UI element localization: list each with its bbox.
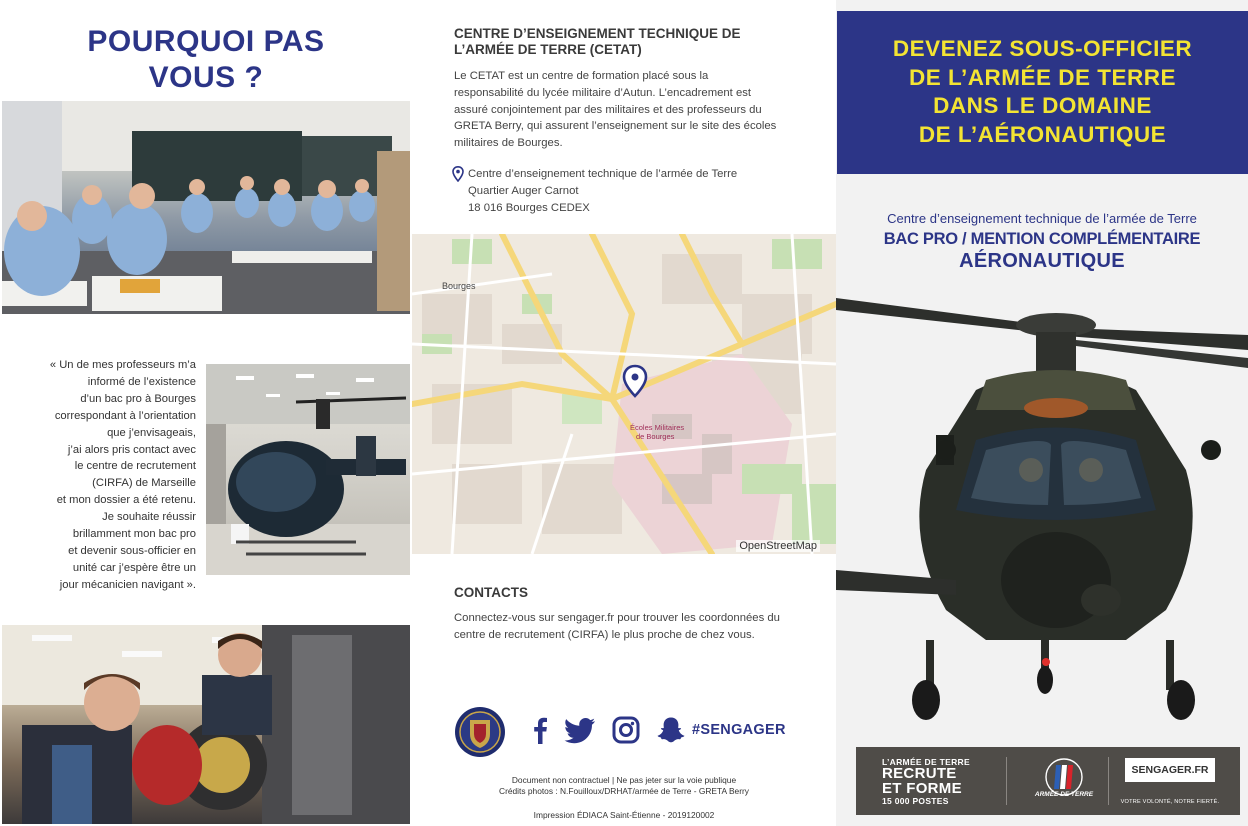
student-quote <box>20 357 196 594</box>
cetat-heading-line2: L’ARMÉE DE TERRE (CETAT) <box>454 42 642 57</box>
headline-box <box>837 11 1248 174</box>
location-pin-icon <box>452 166 464 182</box>
slogan: VOTRE VOLONTÉ, NOTRE FIERTÉ. <box>1120 799 1220 805</box>
cetat-desc-line: GRETA Berry, qui assurent l’enseignement sur le site des écoles <box>454 120 777 133</box>
band-divider <box>1108 757 1109 805</box>
quote-line: Je souhaite réussir <box>102 511 196 524</box>
instagram-icon[interactable] <box>612 716 640 744</box>
quote-line: et mon dossier a été retenu. <box>56 494 196 507</box>
headline <box>837 35 1248 149</box>
quote-line: (CIRFA) de Marseille <box>92 477 196 490</box>
cetat-description <box>454 68 799 152</box>
address-line: Centre d’enseignement technique de l’armée de Terre <box>468 168 738 180</box>
cetat-heading <box>454 26 794 58</box>
quote-line: d’un bac pro à Bourges <box>80 392 196 405</box>
recruit-line2: RECRUTE <box>882 765 957 782</box>
recruit-line4: 15 000 POSTES <box>882 796 949 806</box>
recruit-line1: L’ARMÉE DE TERRE <box>882 757 970 767</box>
band-divider <box>1006 757 1007 805</box>
hangar-helicopter-photo <box>206 364 410 575</box>
headline-line: DEVENEZ SOUS-OFFICIER <box>892 36 1193 61</box>
sengager-site-link[interactable]: SENGAGER.FR <box>1125 758 1215 782</box>
snapchat-icon[interactable] <box>656 716 686 744</box>
address-line: 18 016 Bourges CEDEX <box>468 201 590 214</box>
disclaimer: Document non contractuel | Ne pas jeter sur la voie publique <box>511 775 737 785</box>
left-title-line2: VOUS ? <box>148 61 264 94</box>
map-poi-label-line2: de Bourges <box>636 432 675 441</box>
quote-line: et devenir sous-officier en <box>68 544 196 557</box>
quote-line: que j’envisageais, <box>107 426 196 439</box>
headline-line: DE L’ARMÉE DE TERRE <box>908 64 1177 90</box>
cetat-desc-line: Le CETAT est un centre de formation placé sous la <box>454 70 709 82</box>
mechanics-photo <box>2 625 410 824</box>
army-logo-text: ARMÉE DE TERRE <box>1034 791 1094 798</box>
helicopter-photo <box>836 280 1248 740</box>
map-poi-label-line1: Écoles Militaires <box>630 423 685 432</box>
map-credit[interactable]: OpenStreetMap <box>736 540 820 552</box>
crest-emblem-icon <box>454 706 506 758</box>
address-line: Quartier Auger Carnot <box>468 184 579 197</box>
quote-line: « Un de mes professeurs m’a <box>49 359 196 371</box>
quote-line: informé de l’existence <box>87 375 196 388</box>
army-logo-icon <box>1034 755 1094 807</box>
cetat-desc-line: militaires de Bourges. <box>454 137 563 150</box>
recruit-line3: ET FORME <box>882 780 962 797</box>
right-panel <box>836 0 1248 826</box>
program-title-aeronautique: AÉRONAUTIQUE <box>959 250 1125 272</box>
left-title <box>0 24 412 96</box>
contacts-line: Connectez-vous sur sengager.fr pour trouver les coordonnées du <box>454 612 780 624</box>
quote-line: jour mécanicien navigant ». <box>59 578 196 591</box>
program-title: BAC PRO / MENTION COMPLÉMENTAIRE <box>883 230 1201 248</box>
headline-line: DE L’AÉRONAUTIQUE <box>918 121 1167 147</box>
middle-panel <box>412 0 836 826</box>
quote-line: unité car j’espère être un <box>72 561 196 574</box>
map-city-label: Bourges <box>442 281 476 291</box>
quote-line: brillamment mon bac pro <box>72 528 196 541</box>
location-map[interactable] <box>412 234 836 554</box>
printer-info: Impression ÉDIACA Saint-Étienne - 2019120002 <box>533 810 715 820</box>
quote-line: le centre de recrutement <box>74 460 196 473</box>
recruit-band <box>856 747 1240 815</box>
cetat-heading-line1: CENTRE D’ENSEIGNEMENT TECHNIQUE DE <box>454 26 741 41</box>
quote-line: j’ai alors pris contact avec <box>67 443 196 456</box>
address-block <box>452 166 792 216</box>
cetat-desc-line: responsabilité du lycée militaire d’Autun. L’encadrement est <box>454 86 752 99</box>
classroom-photo <box>2 101 410 314</box>
social-row <box>452 704 812 760</box>
quote-line: correspondant à l’orientation <box>54 409 196 422</box>
contacts-line: centre de recrutement (CIRFA) le plus proche de chez vous. <box>454 628 755 641</box>
twitter-icon[interactable] <box>564 718 596 744</box>
hashtag-link[interactable]: #SENGAGER <box>692 722 786 738</box>
left-title-line1: POURQUOI PAS <box>87 25 325 58</box>
cetat-desc-line: assuré conjointement par des militaires et des professeurs du <box>454 103 762 116</box>
contacts-text <box>454 610 799 644</box>
headline-line: DANS LE DOMAINE <box>933 93 1152 119</box>
recruit-headline <box>882 766 962 796</box>
left-panel <box>0 0 412 826</box>
facebook-icon[interactable] <box>532 716 548 744</box>
program-subtitle: Centre d’enseignement technique de l’armée de Terre <box>887 211 1197 226</box>
contacts-heading: CONTACTS <box>454 585 528 600</box>
photo-credits: Crédits photos : N.Fouilloux/DRHAT/armée de Terre - GRETA Berry <box>499 786 749 796</box>
